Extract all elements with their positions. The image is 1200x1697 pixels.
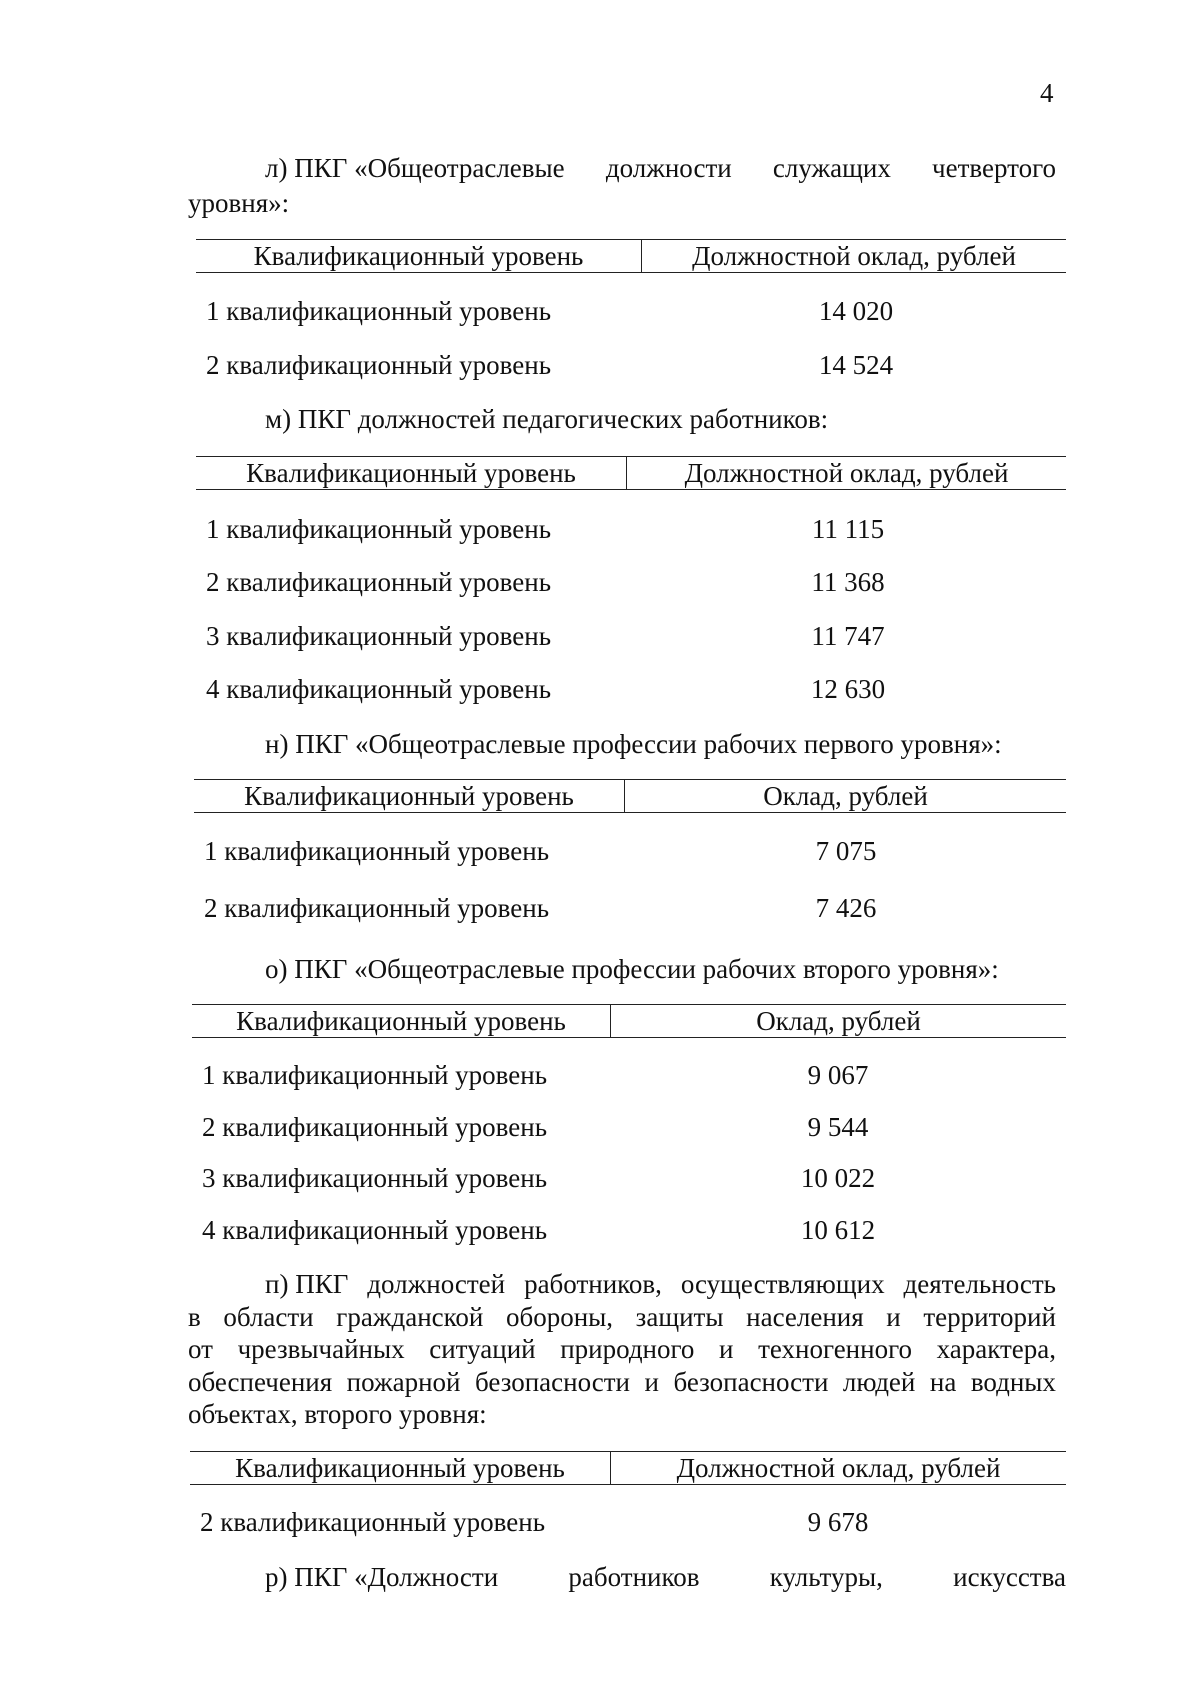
section-l-heading: л) ПКГ «Общеотраслевые должности служащих четвертого bbox=[265, 153, 1056, 183]
section-l-heading-cont: уровня»: bbox=[188, 188, 290, 218]
table-p bbox=[190, 1451, 1066, 1485]
section-r-heading: р) ПКГ «Должности работников культуры, искусства bbox=[265, 1562, 1066, 1592]
table-o bbox=[192, 1004, 1066, 1038]
section-o-heading: о) ПКГ «Общеотраслевые профессии рабочих второго уровня»: bbox=[265, 954, 999, 984]
paragraph-line: обеспечения пожарной безопасности и безопасности людей на водных bbox=[188, 1366, 1056, 1397]
column-header-level: Квалификационный уровень bbox=[190, 1452, 611, 1484]
paragraph-line: объектах, второго уровня: bbox=[188, 1399, 487, 1429]
column-header-salary: Должностной оклад, рублей bbox=[676, 1453, 1001, 1483]
column-header-level: Квалификационный уровень bbox=[196, 457, 627, 489]
table-header bbox=[196, 456, 1066, 490]
table-n bbox=[194, 779, 1066, 813]
column-header-salary: Должностной оклад, рублей bbox=[684, 458, 1009, 488]
column-header-salary: Оклад, рублей bbox=[756, 1006, 921, 1036]
table-header bbox=[190, 1451, 1066, 1485]
table-header bbox=[194, 779, 1066, 813]
table-header bbox=[196, 239, 1066, 273]
section-m-heading: м) ПКГ должностей педагогических работников: bbox=[265, 404, 829, 434]
section-p-paragraph bbox=[188, 1268, 1056, 1431]
table-l bbox=[196, 239, 1066, 273]
paragraph-line: п) ПКГ должностей работников, осуществляющих деятельность bbox=[265, 1269, 1056, 1299]
paragraph-line: от чрезвычайных ситуаций природного и техногенного характера, bbox=[188, 1334, 1056, 1364]
column-header-salary: Оклад, рублей bbox=[763, 781, 928, 811]
table-m bbox=[196, 456, 1066, 490]
column-header-level: Квалификационный уровень bbox=[194, 780, 625, 812]
column-header-level: Квалификационный уровень bbox=[192, 1005, 611, 1037]
page-number: 4 bbox=[1040, 78, 1054, 108]
table-header bbox=[192, 1004, 1066, 1038]
column-header-level: Квалификационный уровень bbox=[196, 240, 642, 272]
paragraph-line: в области гражданской обороны, защиты населения и территорий bbox=[188, 1301, 1056, 1332]
section-n-heading: н) ПКГ «Общеотраслевые профессии рабочих первого уровня»: bbox=[265, 729, 1002, 759]
column-header-salary: Должностной оклад, рублей bbox=[692, 241, 1016, 271]
